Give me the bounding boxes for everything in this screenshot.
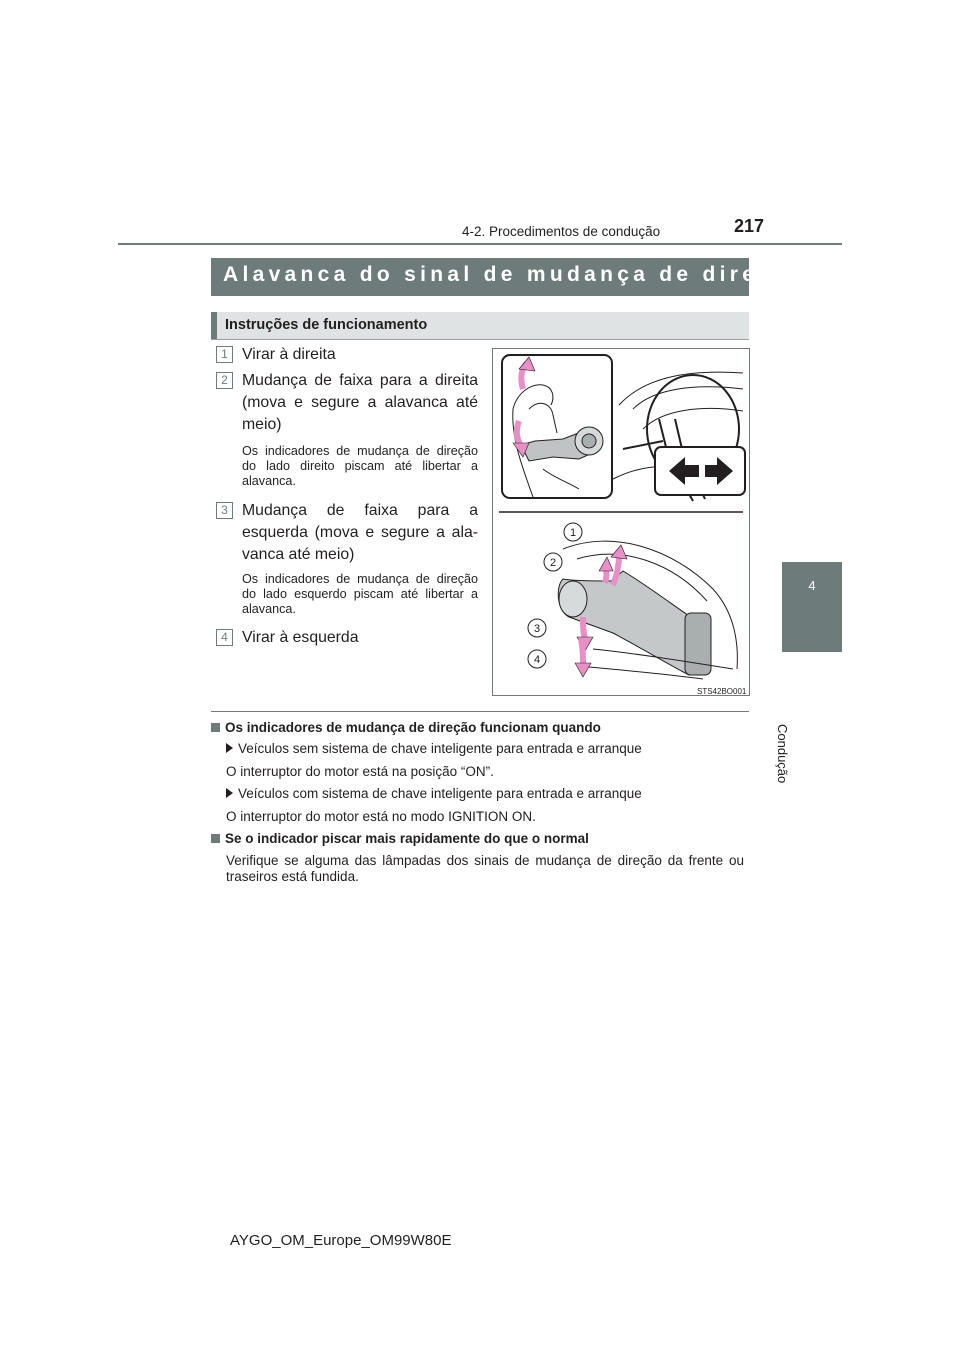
square-bullet-icon — [211, 723, 220, 732]
triangle-bullet-icon — [226, 788, 233, 798]
step-number-badge: 2 — [216, 372, 233, 389]
section-title: Alavanca do sinal de mudança de direção — [223, 263, 808, 286]
condition-detail: O interruptor do motor está na posição “ON”. — [226, 764, 494, 779]
chapter-label-container — [760, 628, 860, 784]
dashboard-sketch — [613, 372, 745, 501]
callout-1: 1 — [569, 527, 577, 539]
triangle-bullet-icon — [226, 743, 233, 753]
lever-illustration — [493, 349, 749, 695]
subsection-title: Instruções de funcionamento — [225, 317, 428, 333]
chapter-number: 4 — [808, 578, 816, 593]
callout-3: 3 — [533, 623, 541, 635]
callout-2: 2 — [549, 557, 557, 569]
header-divider — [118, 243, 842, 245]
condition-detail: O interruptor do motor está no modo IGNITION ON. — [226, 809, 536, 824]
square-bullet-icon — [211, 834, 220, 843]
note-heading — [211, 831, 589, 846]
section-title-bar — [211, 258, 808, 296]
note-heading — [211, 720, 601, 735]
page-number: 217 — [734, 216, 765, 236]
header-section-title: 4-2. Procedimentos de condução — [462, 224, 661, 239]
step-note: Os indicadores de mudança de direção do lado direito piscam até libertar a alavanca. — [242, 444, 478, 488]
step-number-badge: 3 — [216, 502, 233, 519]
condition-text: Veículos com sistema de chave inteligente para entrada e arranque — [238, 786, 642, 801]
subsection-divider — [211, 339, 749, 340]
callout-4: 4 — [533, 654, 541, 666]
step-number-badge: 1 — [216, 346, 233, 363]
step-text: Virar à esquerda — [242, 629, 359, 646]
step-number-badge: 4 — [216, 629, 233, 646]
step-text: Mudança de faixa para a direita (mova e segure a alavanca até meio) — [242, 372, 478, 433]
step-text: Mudança de faixa para a esquerda (mova e segure a ala-vanca até meio) — [242, 502, 478, 563]
lever-closeup — [528, 523, 737, 679]
step-note: Os indicadores de mudança de direção do lado esquerdo piscam até libertar a alavanca. — [242, 572, 478, 616]
subsection-title-bar — [211, 312, 749, 339]
note-heading-text: Se o indicador piscar mais rapidamente do que o normal — [225, 831, 589, 846]
condition-text: Veículos sem sistema de chave inteligente para entrada e arranque — [238, 741, 642, 756]
turn-signal-lever-figure — [492, 348, 750, 696]
section-divider — [211, 711, 749, 712]
note-heading-text: Os indicadores de mudança de direção funcionam quando — [225, 720, 601, 735]
chapter-label: Condução — [775, 724, 790, 784]
step-text: Virar à direita — [242, 346, 336, 363]
hand-on-lever-inset — [502, 355, 612, 498]
condition-bullet — [226, 741, 642, 756]
figure-code: STS42BO001 — [697, 687, 747, 696]
note-body: Verifique se alguma das lâmpadas dos sinais de mudança de direção da frente ou traseiros está fundida. — [226, 853, 744, 884]
document-code: AYGO_OM_Europe_OM99W80E — [230, 1232, 452, 1249]
condition-bullet — [226, 786, 642, 801]
